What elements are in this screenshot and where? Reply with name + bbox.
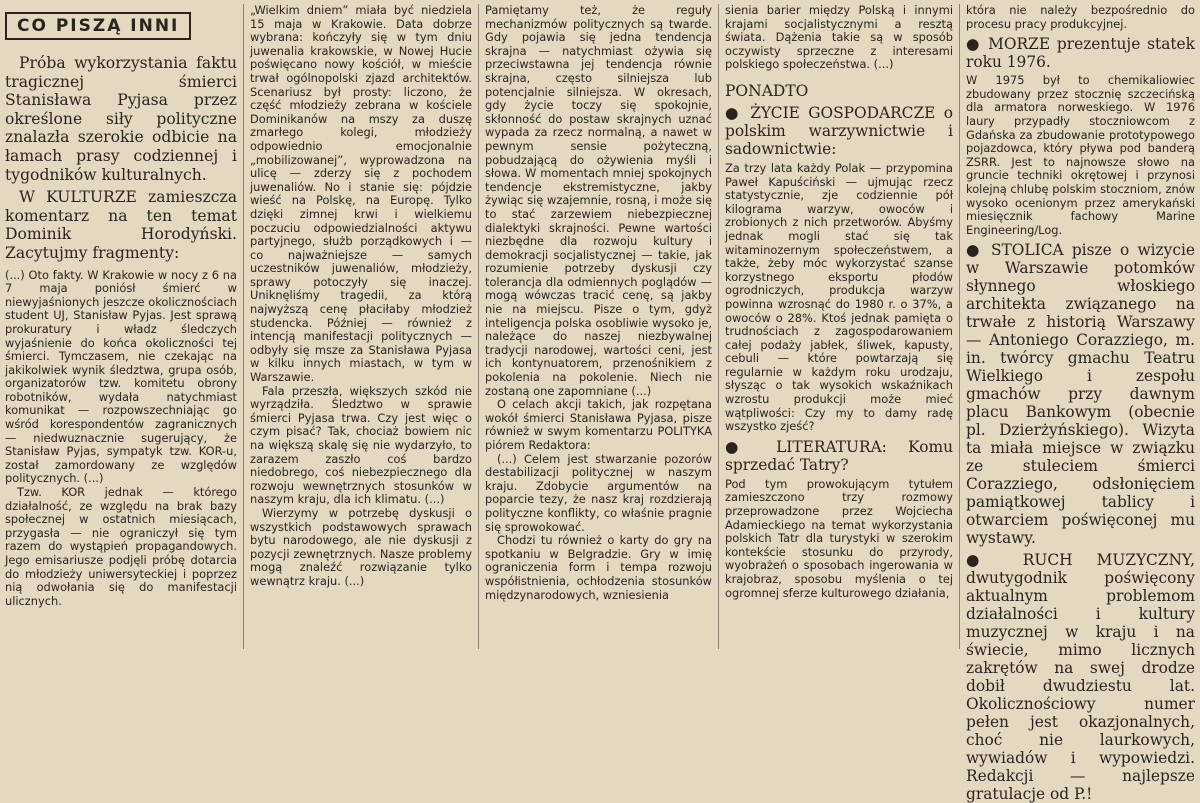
article-paragraph: która nie należy bezpośrednio do procesu pracy produkcyjnej. <box>966 3 1195 31</box>
article-paragraph: Chodzi tu również o karty do gry na spotkaniu w Belgradzie. Gry w imię ograniczenia form i tempa rozwoju współistnienia, ochłodzenia stosunków międzynarodowych, wzniesienia <box>485 533 712 602</box>
stolica-paragraph: ● STOLICA pisze o wizycie w Warszawie potomków słynnego włoskiego architekta związanego na trwałe z historią Warszawy — Antoniego Corazziego, m. in. twórcy gmachu Teatru Wielkiego i zespołu gmachów przy dawnym placu Bankowym (obecnie pl. Dzierżyńskiego). Wizyta ta miała miejsce w związku ze stuleciem śmierci Corazziego, odsłonięciem pamiątkowej tablicy i otwarciem poświęconej mu wystawy. <box>966 241 1195 548</box>
column-divider <box>718 4 719 649</box>
article-paragraph: O celach akcji takich, jak rozpętana wokół śmierci Stanisława Pyjasa, pisze również w swym komentarzu POLITYKA piórem Redaktora: <box>485 397 712 452</box>
column-divider <box>959 4 960 649</box>
column-divider <box>243 4 244 649</box>
article-paragraph: Pamiętamy też, że reguły mechanizmów politycznych są twarde. Gdy pojawia się jedna tendencja skrajna — natychmiast ożywia się przeciwstawna jej tendencja równie skrajna, często silniejsza lub potencjalnie silniejsza. W okresach, gdy życie toczy się spokojnie, skłonność do postaw skrajnych uznać wypada za rzecz normalną, a nawet w pewnym sensie pożyteczną, pobudzającą do ożywienia myśli i słowa. W momentach mniej spokojnych tendencje ekstremistyczne, jakby żywiąc się wzajemnie, rosną, i może się to stać zarzewiem niebezpiecznej dialektyki skrajności. Pewne wartości niezbędne dla rozwoju kultury i demokracji socjalistycznej — takie, jak rozumienie potrzeby dyskusji czy tolerancja dla odmiennych poglądów — mogą wówczas tracić cenę, są jakby nie na miejscu. Pisze o tym, gdyż inteligencja polska osobliwie wysoko je, należące do naszej niezbywalnej tradycji narodowej, wartości ceni, jest ich kontynuatorem, przenośnikiem z pokolenia na pokolenie. Niech nie zostaną one zapomniane (...) <box>485 3 712 398</box>
column-4 <box>720 4 958 651</box>
article-paragraph: Wierzymy w potrzebę dyskusji o wszystkich podstawowych sprawach bytu narodowego, ale nie dyskusji z pozycji zewnętrznych. Nasze problemy mogą znaleźć rozwiązanie tylko wewnątrz kraju. (...) <box>250 505 472 588</box>
column-1 <box>0 4 242 651</box>
literatura-heading: ● LITERATURA: Komu sprzedać Tatry? <box>725 437 953 474</box>
article-paragraph: Fala przeszła, większych szkód nie wyrządziła. Śledztwo w sprawie śmierci Pyjasa trwa. Czy jest więc o czym pisać? Tak, chociaż bowiem nic na większą skalę się nie wydarzyło, to zarazem zaszło coś bardzo niedobrego, coś niebezpiecznego dla rozwoju wewnętrznych stosunków w naszym kraju, dla ich klimatu. (...) <box>250 383 472 507</box>
column-2 <box>245 4 477 651</box>
intro-paragraph: Próba wykorzystania faktu tragicznej śmierci Stanisława Pyjasa przez określone siły polityczne znalazła szerokie odbicie na łamach prasy codziennej i tygodników kulturalnych. <box>5 54 237 184</box>
morze-heading: ● MORZE prezentuje statek roku 1976. <box>966 35 1195 72</box>
article-paragraph: sienia barier między Polską i innymi krajami socjalistycznymi a resztą świata. Dążenia takie są w sposób oczywisty sprzeczne z interesami polskiego społeczeństwa. (...) <box>725 3 953 72</box>
quote-paragraph: (...) Oto fakty. W Krakowie w nocy z 6 na 7 maja poniósł śmierć w niewyjaśnionych jeszcze okolicznościach student UJ, Stanisław Pyjas. Jest sprawą prokuratury i władz śledczych wyjaśnienie do końca okoliczności tej śmierci. Tymczasem, nie czekając na jakikolwiek wynik śledztwa, grupa osób, organizatorów tzw. komitetu obrony robotników, wydała natychmiast komunikat — rozpowszechniając go wśród korespondentów zagranicznych — niedwuznacznie sugerujący, że Stanisław Pyjas, sympatyk tzw. KOR-u, został zamordowany ze względów politycznych. (...) <box>5 267 237 486</box>
column-divider <box>478 4 479 649</box>
column-3 <box>480 4 717 651</box>
article-paragraph: Za trzy lata każdy Polak — przypomina Paweł Kapuściński — ujmując rzecz statystycznie, zje codziennie pół kilograma warzyw, owoców i zrobionych z nich przetworów. Abyśmy jednak mogli stać się tak witaminozernym społeczeństwem, a także, żeby móc wykorzystać szanse korzystnego eksportu płodów ogrodniczych, produkcja warzyw powinna wzrosnąć do 1980 r. o 37%, a owoców o 28%. Ktoś jednak pamięta o trudnościach z zagospodarowaniem całej podaży jabłek, śliwek, kapusty, cebuli — które powtarzają się regularnie w każdym roku urodzaju, słysząc o tak wysokich wskaźnikach wzrostu produkcji może mieć wątpliwości: Czy my to damy radę wszystko zjeść? <box>725 160 953 434</box>
article-paragraph: W 1975 był to chemikaliowiec zbudowany przez stocznię szczecińską dla armatora norweskiego. W 1976 laury przypadły stoczniowcom z Gdańska za zbudowanie prototypowego pojazdowca, który pływa pod banderą ZSRR. Jest to najnowsze słowo na gruncie techniki okrętowej i przynosi kolejną chlubę polskim stoczniom, znów wysoko ocenionym przez amerykański miesięcznik fachowy Marine Engineering/Log. <box>966 73 1195 237</box>
column-5 <box>961 3 1200 803</box>
article-paragraph: „Wielkim dniem” miała być niedziela 15 maja w Krakowie. Data dobrze wybrana: kończyły się w tym dniu juwenalia krakowskie, w Nowej Hucie poświęcano nowy kościół, w mieście trwał ogólnopolski zjazd architektów. Scenariusz był prosty: liczono, że część młodzieży zebrana w kościele Dominikanów na mszy za duszę zmarłego kolegi, młodzieży odpowiednio emocjonalnie „mobilizowanej”, wyprowadzona na ulicę — zderzy się z pochodem juwenaliów. No i stanie się: pójdzie wieść na Polskę, na Europę. Tylko dzięki zimnej krwi i wielkiemu poczuciu odpowiedzialności aktywu partyjnego, służb porządkowych i — co najważniejsze — samych uczestników juwenaliów, młodzieży, sprawy potoczyły się inaczej. Uniknęliśmy tragedii, za którą najwyższą cenę płaciłaby młodzież studencka. Później — również z intencją manifestacji politycznych — odbyły się msze za Stanisława Pyjasa w kilku innych miastach, w tym w Warszawie. <box>250 3 472 385</box>
w-kulturze-paragraph: W KULTURZE zamieszcza komentarz na ten temat Dominik Horodyński. Zacytujmy fragmenty: <box>5 188 237 262</box>
article-paragraph: (...) Celem jest stwarzanie pozorów destabilizacji politycznej w naszym kraju. Zdobycie argumentów na poparcie tezy, że nasz kraj rozdzierają polityczne konflikty, co właśnie pragnie się sprowokować. <box>485 451 712 534</box>
section-header: CO PISZĄ INNI <box>5 12 191 40</box>
ruch-muzyczny-paragraph: ● RUCH MUZYCZNY, dwutygodnik poświęcony aktualnym problemom działalności i kultury muzycznej w kraju i na świecie, mimo licznych zakrętów na swej drodze dobił dwudziestu lat. Okolicznościowy numer pełen jest okazjonalnych, choć nie laurkowych, wywiadów i wypowiedzi. Redakcji — najlepsze gratulacje od P.! <box>966 551 1195 803</box>
ponadto-heading: PONADTO <box>725 81 809 100</box>
quote-paragraph: Tzw. KOR jednak — którego działalność, ze względu na brak bazy społecznej w ostatnich miesiącach, przygasła — nie ograniczył się tym razem do wystąpień propagandowych. Jego emisariusze podjęli próbę dotarcia do młodzieży uniwersyteckiej i poprzez nią odwołania się do manifestacji ulicznych. <box>5 485 237 608</box>
quote-block-kultura <box>5 269 237 609</box>
zycie-gospodarcze-heading: ● ŻYCIE GOSPODARCZE o polskim warzywnictwie i sadownictwie: <box>725 103 953 158</box>
article-paragraph: Pod tym prowokującym tytułem zamieszczono trzy rozmowy przeprowadzone przez Wojciecha Adamieckiego na temat wykorzystania polskich Tatr dla turystyki w szerokim kontekście stosunku do przyrody, wyobrażeń o sposobach ingerowania w krajobraz, sposobu myślenia o tej ogromnej sferze kulturowego działania, <box>725 476 953 600</box>
